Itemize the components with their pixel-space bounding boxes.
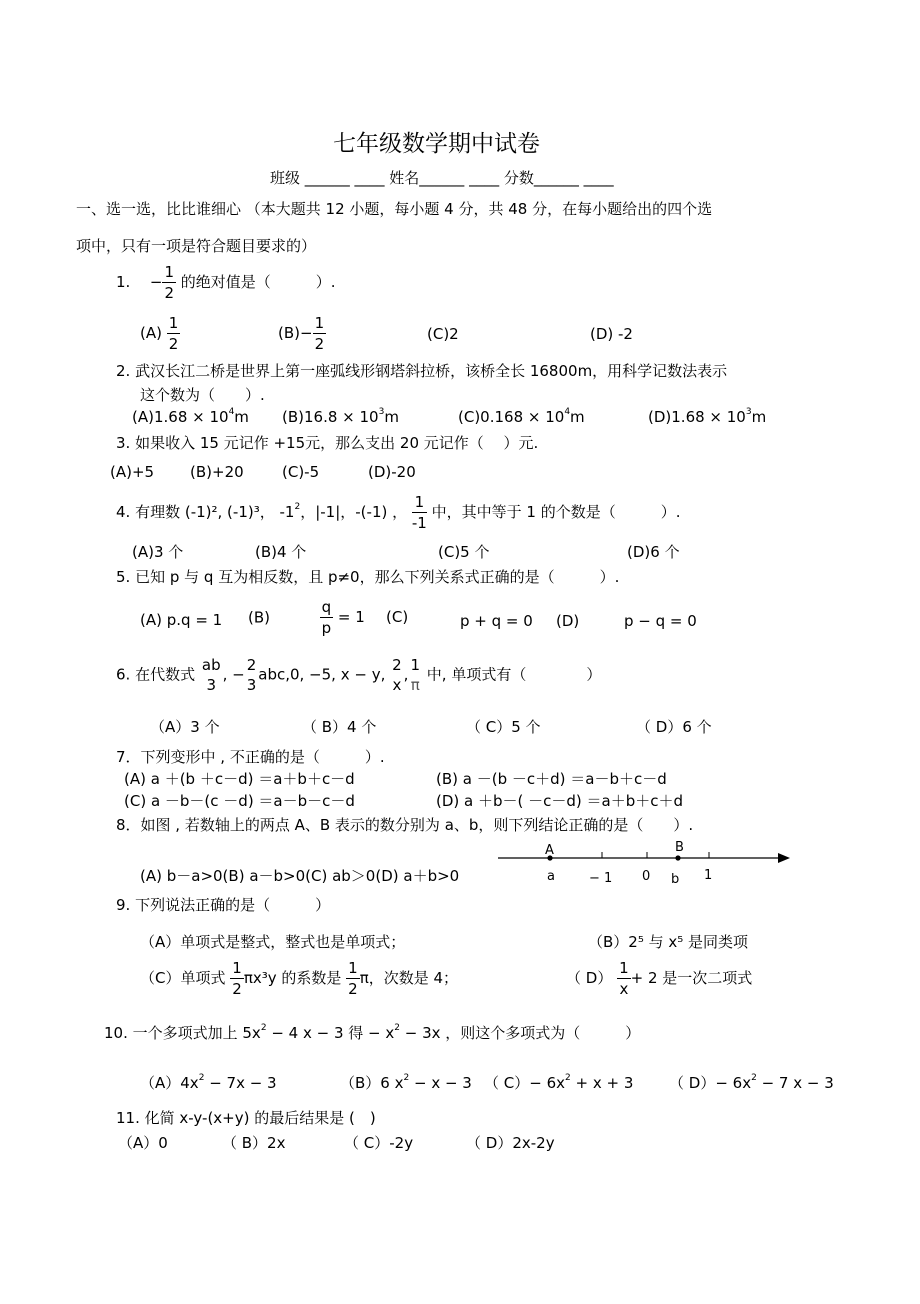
- q8-options: (A) b－a>0(B) a－b>0(C) ab＞0(D) a＋b>0: [140, 867, 460, 885]
- q5-option-a: (A) p.q = 1: [140, 611, 223, 629]
- q9-option-b: （B）2⁵ 与 x⁵ 是同类项: [588, 933, 749, 951]
- q10-option-d: （ $D)- 6x^2 - 7$ x − 3: [669, 1073, 834, 1092]
- tick-label-zero: 0: [642, 869, 651, 884]
- q5-option-d-label: (D): [556, 612, 580, 630]
- q10-option-a: $(A)4x^2 - 7x - 3$: [140, 1073, 277, 1092]
- q1-number: 1.: [116, 273, 131, 291]
- tick-label-one: 1: [704, 868, 713, 883]
- q6-option-a: （A）3 个: [150, 718, 220, 736]
- q1-minus: −: [149, 273, 163, 291]
- q5-stem: 5. 已知 p 与 q 互为相反数，且 p≠0，那么下列关系式正确的是（ ）.: [116, 568, 620, 586]
- tick-label-minus-1: − 1: [589, 871, 613, 886]
- q5-option-c-label: (C): [386, 608, 409, 626]
- q1-option-c: (C)2: [427, 325, 459, 343]
- q10-option-b: （B）6 $x^2 - x - 3$: [340, 1073, 472, 1092]
- q3-option-a: (A)+5: [110, 463, 155, 481]
- q3-stem: 3. 如果收入 15 元记作 +15元，那么支出 20 元记作（ ）元.: [116, 434, 539, 452]
- q2-stem-line2: 这个数为（ ）.: [140, 386, 265, 404]
- q9-option-c: （C）单项式 $\frac{1}{2}$ πx³y 的系数是 $\frac{1}{2}$ π，次数是 4；: [140, 959, 459, 998]
- tick-label-a: a: [547, 869, 555, 884]
- q4-fraction: $\frac{1}{-1}$: [411, 493, 427, 532]
- q9-option-d: （ D） $\frac{1}{x}$ + 2 是一次二项式: [566, 959, 753, 998]
- q2-stem-line1: 2. 武汉长江二桥是世界上第一座弧线形钢塔斜拉桥，该桥全长 16800m，用科学记数法表示: [116, 362, 728, 380]
- q1-option-d: (D) -2: [590, 325, 633, 343]
- q6-stem: 6. 在代数式 ab 3 , − 2 3 abc,0, −5, x − y, 2 x , 1 π 中, 单项式有（ ）: [116, 656, 602, 694]
- q11-option-a: （A）0: [118, 1134, 168, 1152]
- q11-option-c: （ C）-2y: [344, 1134, 414, 1152]
- q2-option-c: $(C)0.168 \times 10^4m$: [458, 407, 585, 426]
- q2-option-a: $(A)1.68 \times 10^4m$: [132, 407, 249, 426]
- q4-option-a: (A)3 个: [132, 543, 184, 561]
- q10-stem: 10. 一个多项式加上 $5x^2 - 4$ x − 3 得 − $x^2 - 3x$ ，则这个多项式为（ ）: [104, 1023, 641, 1042]
- number-line-figure: [492, 836, 797, 890]
- question-1: [116, 262, 336, 303]
- section-intro-line1: 一、选一选，比比谁细心 （本大题共 12 小题，每小题 4 分，共 48 分，在每小题给出的四个选: [76, 200, 713, 218]
- q7-stem: 7．下列变形中 , 不正确的是（ ）.: [116, 748, 385, 766]
- point-b-label: B: [675, 840, 684, 855]
- q4-option-b: (B)4 个: [255, 543, 307, 561]
- q1-fraction: $\frac{1}{2}$: [164, 263, 174, 302]
- q5-option-b: (B) $\frac{q}{p}$ = 1: [248, 598, 365, 637]
- q6-option-d: （ D）6 个: [636, 718, 712, 736]
- q1-stem: 的绝对值是（ ）.: [180, 273, 336, 291]
- q11-option-b: （ B）2x: [222, 1134, 286, 1152]
- q2-option-b: $(B)16.8 \times 10^3m$: [282, 407, 399, 426]
- q3-option-b: (B)+20: [190, 463, 244, 481]
- section-intro-line2: 项中，只有一项是符合题目要求的）: [76, 237, 317, 255]
- q4-option-d: (D)6 个: [627, 543, 680, 561]
- q4-option-c: (C)5 个: [438, 543, 490, 561]
- point-b-dot: [675, 855, 680, 860]
- q7-option-b: (B) a －(b －c＋d) ＝a－b＋c－d: [436, 770, 667, 788]
- tick-label-b: b: [671, 872, 680, 887]
- q6-option-b: （ B）4 个: [302, 718, 377, 736]
- q3-option-d: (D)-20: [368, 463, 416, 481]
- q5-option-c-expr: p + q = 0: [460, 612, 533, 630]
- q5-option-d-expr: p − q = 0: [624, 612, 697, 630]
- q7-option-c: (C) a －b－(c －d) ＝a－b－c－d: [124, 792, 355, 810]
- q2-option-d: $(D)1.68 \times 10^3m$: [648, 407, 767, 426]
- q3-option-c: (C)-5: [282, 463, 320, 481]
- q8-stem: 8．如图 , 若数轴上的两点 A、B 表示的数分别为 a、b，则下列结论正确的是（ ）.: [116, 816, 694, 834]
- q9-stem: 9. 下列说法正确的是（ ）: [116, 896, 331, 914]
- q1-option-b: (B)− $\frac{1}{2}$: [278, 314, 325, 353]
- q6-option-c: （ C）5 个: [466, 718, 541, 736]
- q4-stem: 4. 有理数 (-1)², (-1)³， $-1^2$，|-1|，-(-1) ， $\frac{1}{-1}$ 中，其中等于 1 的个数是（ ）.: [116, 493, 681, 532]
- student-info-line: 班级 ______ ____ 姓名______ ____ 分数______ ____: [270, 169, 614, 187]
- page-title: 七年级数学期中试卷: [333, 131, 540, 157]
- q9-option-a: （A）单项式是整式，整式也是单项式；: [140, 933, 406, 951]
- q11-stem: 11. 化简 x-y-(x+y) 的最后结果是 ( ): [116, 1109, 376, 1127]
- q10-option-c: （ $C)- 6x^2 + x + 3$: [484, 1073, 634, 1092]
- q1-option-a: (A) $\frac{1}{2}$: [140, 314, 179, 353]
- number-line-arrow: [778, 853, 790, 863]
- q11-option-d: （ D）2x-2y: [466, 1134, 555, 1152]
- point-a-label: A: [545, 843, 554, 858]
- q7-option-a: (A) a ＋(b ＋c－d) ＝a＋b＋c－d: [124, 770, 355, 788]
- q7-option-d: (D) a ＋b－( －c－d) ＝a＋b＋c＋d: [436, 792, 683, 810]
